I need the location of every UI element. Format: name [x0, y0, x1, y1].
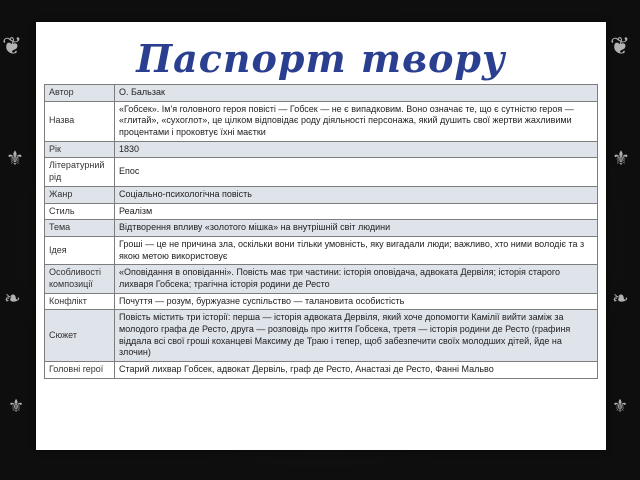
- table-row: [45, 101, 598, 141]
- table-row: [45, 362, 598, 379]
- row-label: Літературний рід: [45, 158, 115, 186]
- table-row: [45, 236, 598, 264]
- table-row: [45, 293, 598, 310]
- row-label: Стиль: [45, 203, 115, 220]
- passport-table: [44, 84, 598, 379]
- row-value: Повість містить три історії: перша — історія адвоката Дервіля, який хоче допомогти Камілії вийти заміж за молодого графа де Ресто, друга — розповідь про життя Гобсека, третя — історія родини де Ресто (графиня віддала всі свої гроші коханцеві Максиму де Траю і тепер, щоб забезпечити своїх молодших дітей, йде на злочин): [115, 310, 598, 362]
- table-row: [45, 310, 598, 362]
- row-label: Ідея: [45, 236, 115, 264]
- row-value: Старий лихвар Гобсек, адвокат Дервіль, граф де Ресто, Анастазі де Ресто, Фанні Мальво: [115, 362, 598, 379]
- row-value: Гроші — це не причина зла, оскільки вони тільки умовність, яку вигадали люди; важливо, хто ними володіє та з якою метою використовує: [115, 236, 598, 264]
- row-value: О. Бальзак: [115, 85, 598, 102]
- row-label: Особливості композиції: [45, 265, 115, 293]
- table-row: [45, 220, 598, 237]
- row-label: Автор: [45, 85, 115, 102]
- row-value: «Гобсек». Ім'я головного героя повісті — Гобсек — не є випадковим. Воно означає те, що є сутністю героя — «глитай», «сухоглот», це цілком відповідає роду діяльності персонажа, який душить свої жертви жахливими процентами і проковтує їхні маєтки: [115, 101, 598, 141]
- row-label: Тема: [45, 220, 115, 237]
- fleur-ornament-icon: ⚜: [8, 396, 25, 417]
- row-value: Епос: [115, 158, 598, 186]
- scroll-ornament-icon: ❦: [610, 32, 631, 60]
- table-row: [45, 158, 598, 186]
- scroll-ornament-icon: ❧: [612, 286, 629, 310]
- row-value: Почуття — розум, буржуазне суспільство — талановита особистість: [115, 293, 598, 310]
- row-value: 1830: [115, 141, 598, 158]
- slide: [36, 22, 606, 450]
- scroll-ornament-icon: ❦: [2, 32, 23, 60]
- row-value: Соціально-психологічна повість: [115, 186, 598, 203]
- row-label: Конфлікт: [45, 293, 115, 310]
- row-value: «Оповідання в оповіданні». Повість має три частини: історія оповідача, адвоката Дервіля; історія старого лихваря Гобсека; трагічна історія родини де Ресто: [115, 265, 598, 293]
- fleur-ornament-icon: ⚜: [612, 396, 629, 417]
- row-value: Відтворення впливу «золотого мішка» на внутрішній світ людини: [115, 220, 598, 237]
- slide-title: Паспорт твору: [136, 36, 506, 81]
- row-label: Головні герої: [45, 362, 115, 379]
- fleur-ornament-icon: ⚜: [612, 146, 630, 170]
- table-row: [45, 85, 598, 102]
- table-row: [45, 265, 598, 293]
- passport-table-container: [44, 84, 598, 379]
- row-value: Реалізм: [115, 203, 598, 220]
- fleur-ornament-icon: ⚜: [6, 146, 24, 170]
- row-label: Жанр: [45, 186, 115, 203]
- table-row: [45, 186, 598, 203]
- table-row: [45, 141, 598, 158]
- table-row: [45, 203, 598, 220]
- row-label: Сюжет: [45, 310, 115, 362]
- row-label: Рік: [45, 141, 115, 158]
- passport-table-body: [45, 85, 598, 379]
- row-label: Назва: [45, 101, 115, 141]
- scroll-ornament-icon: ❧: [4, 286, 21, 310]
